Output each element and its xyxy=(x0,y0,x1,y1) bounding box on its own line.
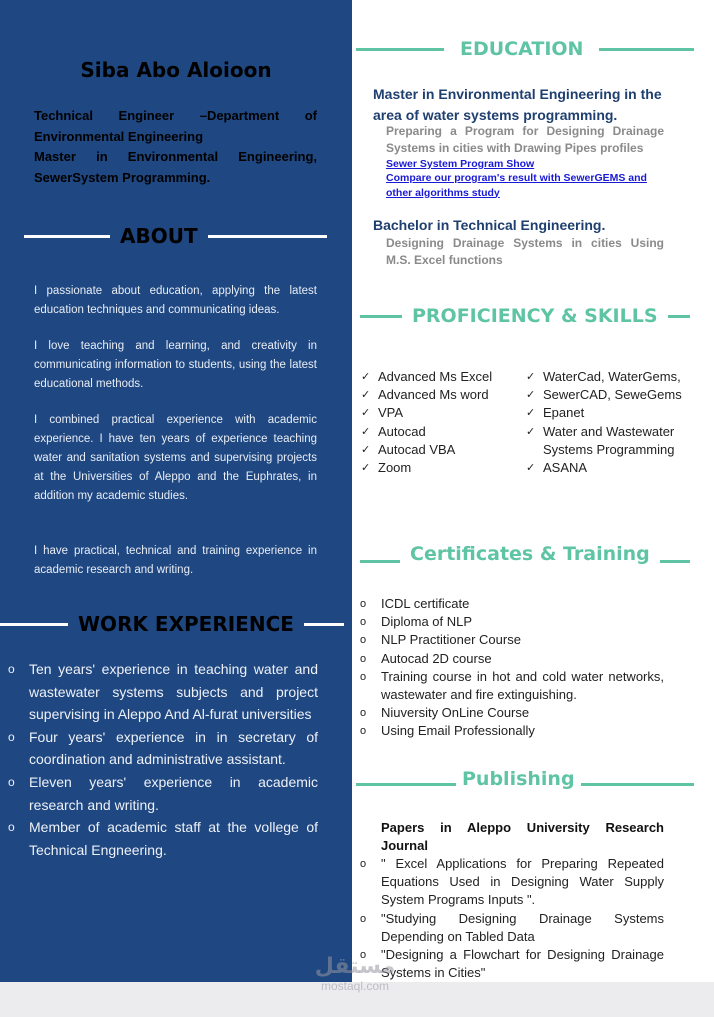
skill-item: ✓ Autocad VBA xyxy=(361,441,521,459)
certificates-list xyxy=(360,595,664,741)
master-description: Preparing a Program for Designing Drainage Systems in cities with Drawing Pipes profiles xyxy=(386,124,664,155)
sewer-program-link[interactable]: Sewer System Program Show xyxy=(386,158,535,170)
list-item: o Using Email Professionally xyxy=(360,722,664,740)
subtitle-line-1: Technical Engineer –Department of Environmental Engineering xyxy=(34,108,317,144)
skill-item: ✓ Advanced Ms Excel xyxy=(361,368,521,386)
divider xyxy=(208,235,327,238)
list-item: o " Excel Applications for Preparing Repeated Equations Used in Designing Water Supply System Programs Inputs ". xyxy=(360,855,664,910)
watermark-site: mostaql.com xyxy=(320,979,390,993)
work-heading-text: WORK EXPERIENCE xyxy=(78,612,294,636)
list-item: o Niuversity OnLine Course xyxy=(360,704,664,722)
certificates-heading xyxy=(360,543,690,565)
divider xyxy=(304,623,344,626)
about-paragraph: I passionate about education, applying the latest education techniques and communicating ideas. xyxy=(34,285,317,316)
skills-list-left xyxy=(361,368,521,477)
about-heading-text: ABOUT xyxy=(120,224,198,248)
skill-item: ✓ WaterCad, WaterGems, xyxy=(526,368,696,386)
publishing-heading xyxy=(356,768,694,790)
skills-list-right xyxy=(526,368,696,477)
publishing-heading-text: Publishing xyxy=(462,768,575,790)
skill-item: ✓ Epanet xyxy=(526,404,696,422)
divider xyxy=(356,48,444,51)
about-paragraph: I love teaching and learning, and creativity in communicating information to students, using the latest educational methods. xyxy=(34,340,317,390)
master-title: Master in Environmental Engineering in the area of water systems programming. xyxy=(373,86,662,123)
list-item: o "Studying Designing Drainage Systems Depending on Tabled Data xyxy=(360,910,664,946)
list-item: o Training course in hot and cold water networks, wastewater and fire extinguishing. xyxy=(360,668,664,704)
list-item: o Four years' experience in in secretary of coordination and administrative assistant. xyxy=(8,726,318,771)
education-heading xyxy=(356,38,694,60)
subtitle-line-2: Master in Environmental Engineering, SewerSystem Programming. xyxy=(34,149,317,185)
watermark-logo xyxy=(300,955,410,993)
publishing-subheading: Papers in Aleppo University Research Journal xyxy=(381,820,664,853)
education-heading-text: EDUCATION xyxy=(460,38,584,60)
divider xyxy=(360,315,402,318)
watermark-arabic: مستقل xyxy=(314,954,396,979)
skill-item: ✓ Advanced Ms word xyxy=(361,386,521,404)
skill-item: ✓ SewerCAD, SeweGems xyxy=(526,386,696,404)
divider xyxy=(581,783,694,786)
bachelor-description: Designing Drainage Systems in cities Using M.S. Excel functions xyxy=(386,236,664,267)
profile-subtitle xyxy=(34,106,317,188)
profile-name: Siba Abo Aloioon xyxy=(80,58,272,82)
divider xyxy=(356,783,456,786)
skills-heading xyxy=(360,305,690,327)
list-item: o NLP Practitioner Course xyxy=(360,631,664,649)
work-heading xyxy=(0,612,352,636)
work-list xyxy=(8,658,318,861)
about-heading xyxy=(24,224,327,248)
list-item: o Diploma of NLP xyxy=(360,613,664,631)
divider xyxy=(668,315,690,318)
list-item: o Member of academic staff at the vollege of Technical Engneering. xyxy=(8,816,318,861)
skill-item: ✓ Water and Wastewater Systems Programming xyxy=(526,423,696,459)
list-item: o "Designing a Flowchart for Designing Drainage Systems in Cities" xyxy=(360,946,664,982)
list-item: o ICDL certificate xyxy=(360,595,664,613)
list-item: o Eleven years' experience in academic research and writing. xyxy=(8,771,318,816)
certificates-heading-text: Certificates & Training xyxy=(410,543,650,565)
bachelor-title: Bachelor in Technical Engineering. xyxy=(373,217,606,233)
divider xyxy=(360,560,400,563)
skill-item: ✓ Autocad xyxy=(361,423,521,441)
divider xyxy=(24,235,110,238)
skill-item: ✓ ASANA xyxy=(526,459,696,477)
divider xyxy=(660,560,690,563)
about-paragraph: I combined practical experience with academic experience. I have ten years of experience teaching water and sanitation systems and supervising projects at the Universities of Aleppo and the Euphrates, in addition my academic studies. xyxy=(34,414,317,502)
skill-item: ✓ Zoom xyxy=(361,459,521,477)
list-item: o Ten years' experience in teaching water and wastewater systems subjects and project supervising in Aleppo And Al-furat universities xyxy=(8,658,318,726)
compare-results-link[interactable]: Compare our program's result with SewerGEMS and other algorithms study xyxy=(386,172,647,199)
skills-heading-text: PROFICIENCY & SKILLS xyxy=(412,305,658,327)
list-item: o Autocad 2D course xyxy=(360,650,664,668)
skill-item: ✓ VPA xyxy=(361,404,521,422)
divider xyxy=(599,48,694,51)
divider xyxy=(0,623,68,626)
about-paragraph: I have practical, technical and training experience in academic research and writing. xyxy=(34,545,317,576)
